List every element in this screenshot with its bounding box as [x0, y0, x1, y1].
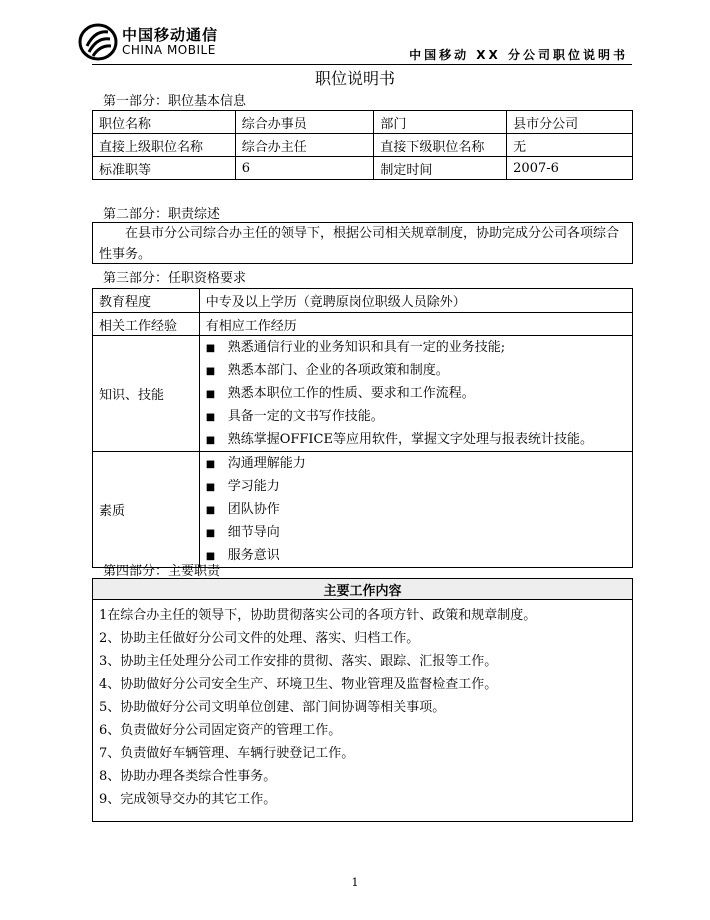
duty-item: 4、协助做好分公司安全生产、环境卫生、物业管理及监督检查工作。: [99, 677, 498, 692]
table-row: [93, 157, 633, 180]
list-item: ■ 沟通理解能力: [206, 452, 632, 475]
duty-item: 2、协助主任做好分公司文件的处理、落实、归档工作。: [99, 631, 420, 646]
duties-header: 主要工作内容: [93, 579, 633, 600]
logo-english-text: CHINA MOBILE: [122, 43, 216, 57]
education-label: 教育程度: [93, 289, 200, 313]
table-row: [93, 336, 633, 452]
duty-item: 6、负责做好分公司固定资产的管理工作。: [99, 723, 342, 738]
list-item: ■ 熟悉本职位工作的性质、要求和工作流程。: [206, 382, 632, 405]
table-cell: 综合办主任: [235, 134, 374, 157]
table-row: [93, 313, 633, 336]
list-item: ■ 细节导向: [206, 521, 632, 544]
table-row: [93, 452, 633, 568]
page-title: 职位说明书: [314, 69, 395, 88]
table-cell: 无: [507, 134, 633, 157]
table-cell: 2007-6: [507, 157, 633, 180]
table-row: [93, 134, 633, 157]
document-header: 中国移动 XX 分公司职位说明书: [409, 48, 628, 62]
list-item: ■ 熟练掌握OFFICE等应用软件，掌握文字处理与报表统计技能。: [206, 428, 632, 451]
header-divider: [92, 64, 632, 65]
section4-label: 第四部分：主要职责: [103, 564, 221, 579]
logo-chinese-text: 中国移动通信: [122, 26, 219, 44]
table-cell: 制定时间: [374, 157, 507, 180]
table-cell: 综合办事员: [235, 111, 374, 134]
list-item: ■ 学习能力: [206, 475, 632, 498]
table-cell: 部门: [374, 111, 507, 134]
list-item: ■ 团队协作: [206, 498, 632, 521]
duty-summary: 在县市分公司综合办主任的领导下，根据公司相关规章制度，协助完成分公司各项综合性事务。: [92, 222, 633, 264]
quality-label: 素质: [93, 452, 200, 568]
experience-label: 相关工作经验: [93, 313, 200, 336]
table-cell: 标准职等: [93, 157, 236, 180]
list-item: ■ 服务意识: [206, 544, 632, 567]
table-row: [93, 111, 633, 134]
table-cell: 县市分公司: [507, 111, 633, 134]
china-mobile-logo: [78, 22, 228, 62]
table-row: [93, 579, 633, 600]
duty-item: 7、负责做好车辆管理、车辆行驶登记工作。: [99, 746, 355, 761]
table-cell: 直接下级职位名称: [374, 134, 507, 157]
education-value: 中专及以上学历（竟聘原岗位职级人员除外）: [199, 289, 632, 313]
list-item: ■ 熟悉通信行业的业务知识和具有一定的业务技能;: [206, 336, 632, 359]
duty-item: 3、协助主任处理分公司工作安排的贯彻、落实、跟踪、汇报等工作。: [99, 654, 498, 669]
page-number: 1: [351, 876, 359, 889]
main-duties-table: [92, 578, 633, 822]
list-item: ■ 熟悉本部门、企业的各项政策和制度。: [206, 359, 632, 382]
duty-item: 1在综合办主任的领导下，协助贯彻落实公司的各项方针、政策和规章制度。: [99, 608, 537, 623]
china-mobile-logo-icon: [78, 22, 118, 62]
duty-item: 5、协助做好分公司文明单位创建、部门间协调等相关事项。: [99, 700, 446, 715]
qualification-table: [92, 288, 633, 568]
section2-label: 第二部分：职责综述: [103, 207, 221, 222]
basic-info-table: [92, 110, 633, 180]
table-cell: 6: [235, 157, 374, 180]
skills-label: 知识、技能: [93, 336, 200, 452]
list-item: ■ 具备一定的文书写作技能。: [206, 405, 632, 428]
table-cell: 直接上级职位名称: [93, 134, 236, 157]
quality-list: [200, 452, 632, 567]
section3-label: 第三部分：任职资格要求: [103, 271, 247, 286]
skills-list: [200, 336, 632, 451]
duty-item: 8、协助办理各类综合性事务。: [99, 769, 277, 784]
section1-label: 第一部分：职位基本信息: [103, 94, 247, 109]
table-row: [93, 289, 633, 313]
table-cell: 职位名称: [93, 111, 236, 134]
experience-value: 有相应工作经历: [199, 313, 632, 336]
duty-item: 9、完成领导交办的其它工作。: [99, 792, 277, 807]
table-row: [93, 600, 633, 822]
